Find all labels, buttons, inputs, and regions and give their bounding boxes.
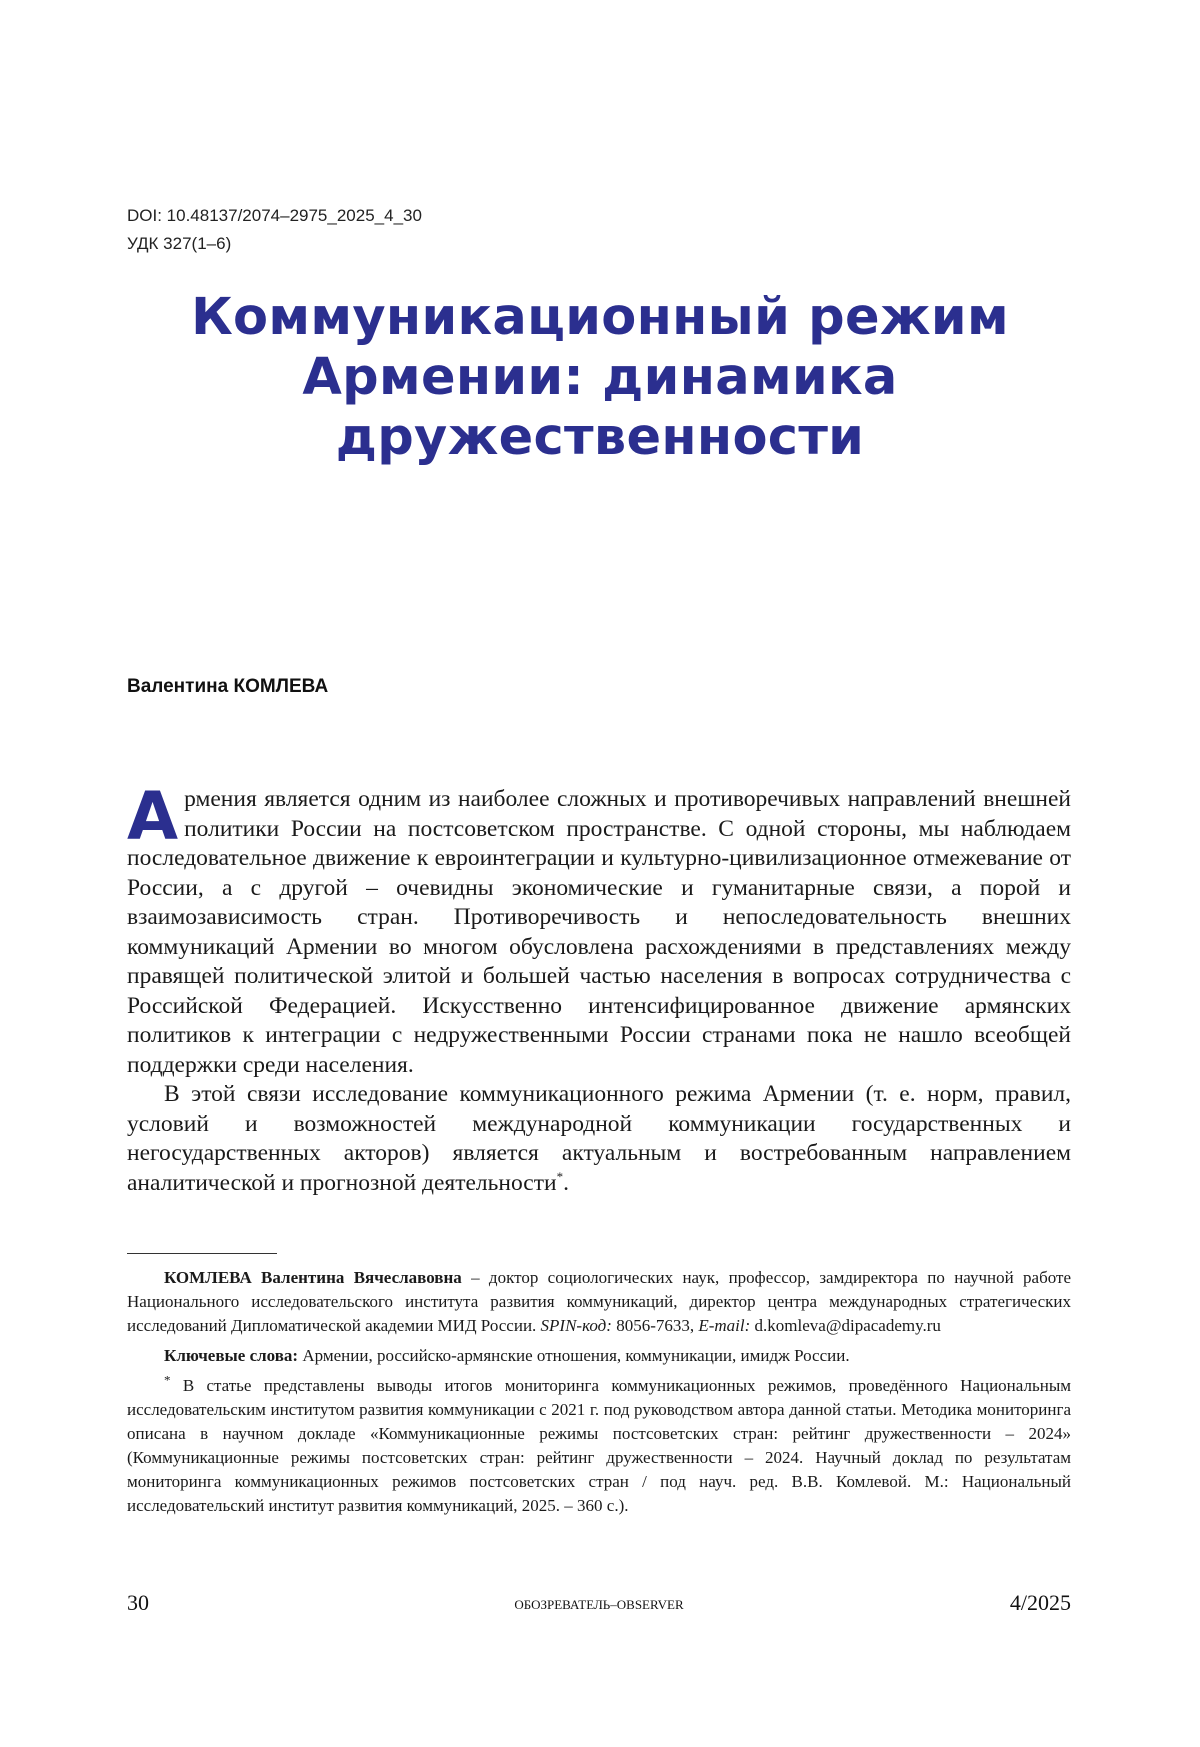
page-number: 30 [127,1590,149,1615]
paragraph-2 [127,1080,1071,1198]
keywords-label: Ключевые слова: [164,1346,299,1365]
author-last-name: КОМЛЕВА [233,676,329,697]
title-line-2: Армении: динамика [302,348,898,407]
footnote-1-text: В статье представлены выводы итогов мониторинга коммуникационных режимов, проведённого Национальным исследовательским институтом развития коммуникации с 2021 г. под руководством автора данной статьи. Методика мониторинга описана в научном докладе «Коммуникационные режимы постсоветских стран: рейтинг дружественности – 2024» (Коммуникационные режимы постсоветских стран: рейтинг дружественности – 2024. Научный доклад по результатам мониторинга коммуникационных режимов постсоветских стран / под науч. ред. В.В. Комлевой. М.: Национальный исследовательский институт развития коммуникаций, 2025. – 360 с.). [127,1376,1071,1515]
spin-value: 8056-7633, [611,1316,699,1335]
email-label: E-mail: [698,1316,751,1335]
author-first-name: Валентина [127,676,229,697]
journal-name: ОБОЗРЕВАТЕЛЬ–OBSERVER [514,1597,684,1612]
author-full-name: КОМЛЕВА Валентина Вячеславовна [164,1268,462,1287]
udk-line: УДК 327(1–6) [127,234,232,253]
drop-cap: А [127,778,179,855]
footnote-marker[interactable]: * [556,1168,564,1184]
doi-line: DOI: 10.48137/2074–2975_2025_4_30 [127,206,422,225]
keywords-value: Армении, российско-армянские отношения, коммуникации, имидж России. [298,1346,850,1365]
page-footer [127,1590,1071,1620]
author-info: – доктор социологических наук, профессор, замдиректора по научной работе Национального исследовательского института развития коммуникаций, директор центра международных стратегических исследований Дипломатической академии МИД России. [127,1268,1071,1335]
footnote-divider [127,1253,277,1254]
title-line-3: дружественности [335,408,865,467]
author-byline [127,676,328,698]
footnote-1-mark: * [164,1372,171,1388]
email-value[interactable]: d.komleva@dipacademy.ru [750,1316,941,1335]
paragraph-1-text: рмения является одним из наиболее сложных и противоречивых направлений внешней политики России на постсоветском пространстве. С одной стороны, мы наблюдаем последовательное движение к евроинтеграции и культурно-цивилизационное отмежевание от России, а с другой – очевидны экономические и гуманитарные связи, а порой и взаимозависимость стран. Противоречивость и непоследовательность внешних коммуникаций Армении во многом обусловлена расхождениями в представлениях между правящей политической элитой и большей частью населения в вопросах сотрудничества с Российской Федерацией. Искусственно интенсифицированное движение армянских политиков к интеграции с недружественными России странами пока не нашло всеобщей поддержки среди населения. [127,786,1071,1078]
footnote-1 [127,1374,1071,1518]
author-note [127,1266,1071,1338]
article-body [127,778,1071,1198]
article-title [120,288,1080,468]
footnotes [127,1266,1071,1518]
paragraph-2-end: . [563,1169,569,1196]
paragraph-1 [127,778,1071,1080]
keywords [127,1344,1071,1368]
paragraph-2-text: В этой связи исследование коммуникационного режима Армении (т. е. норм, правил, условий и возможностей международной коммуникации государственных и негосударственных акторов) является актуальным и востребованным направлением аналитической и прогнозной деятельности [127,1081,1071,1196]
issue-number: 4/2025 [1009,1590,1071,1615]
title-line-1: Коммуникационный режим [191,288,1009,347]
spin-label: SPIN-код: [540,1316,612,1335]
